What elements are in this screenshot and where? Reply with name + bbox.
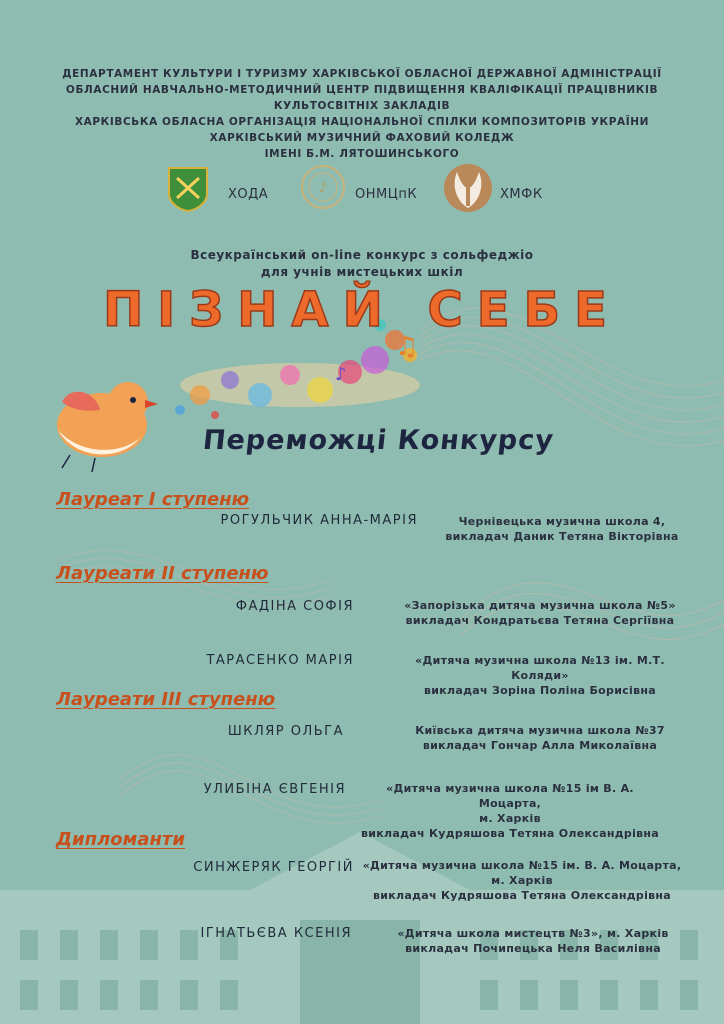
onmcpk-logo [299,163,347,211]
contest-title: ПІЗНАЙ СЕБЕ [103,282,621,338]
header-line-5: ХАРКІВСЬКИЙ МУЗИЧНИЙ ФАХОВИЙ КОЛЕДЖ [209,132,515,144]
winner-name: ІГНАТЬЄВА КСЕНІЯ [200,926,352,941]
contest-subtitle-1: Всеукраїнський on-line конкурс з сольфеджіо [190,248,534,262]
winner-school [400,723,680,753]
svg-text:♫: ♫ [395,332,419,362]
winner-name: ТАРАСЕНКО МАРІЯ [206,653,354,668]
section-laureate-1: Лауреат І ступеню [56,489,250,510]
teacher-line: викладач Кондратьєва Тетяна Сергіївна [405,614,675,627]
teacher-line: викладач Почипецька Неля Василівна [405,942,661,955]
winner-name: УЛИБІНА ЄВГЕНІЯ [203,782,346,797]
winner-name: ФАДІНА СОФІЯ [235,599,354,614]
school-line: «Дитяча музична школа №15 ім В. А. Моцарта, [386,782,634,810]
bird-illustration [57,382,158,472]
school-line: Київська дитяча музична школа №37 [415,724,665,737]
teacher-line: викладач Зоріна Поліна Борисівна [423,684,656,697]
school-line: «Дитяча музична школа №13 ім. М.Т. Коляди» [415,654,665,682]
winner-name: ШКЛЯР ОЛЬГА [227,724,344,739]
winner-school [400,598,680,628]
teacher-line: викладач Даник Тетяна Вікторівна [445,530,679,543]
winner-school [355,781,665,841]
school-line: «Дитяча школа мистецтв №3», м. Харків [397,927,669,940]
wave-lines-right [420,308,724,639]
onmcpk-label: ОНМЦпК [355,187,418,202]
school-line: «Дитяча музична школа №15 ім. В. А. Моцарта, [362,859,682,872]
hmfk-label: ХМФК [500,187,543,202]
hoda-coat-of-arms-logo [165,164,211,212]
header-line-2: ОБЛАСНИЙ НАВЧАЛЬНО-МЕТОДИЧНИЙ ЦЕНТР ПІДВИЩЕННЯ КВАЛІФІКАЦІЇ ПРАЦІВНИКІВ [65,84,659,96]
hmfk-logo [443,162,493,214]
winner-school [378,926,688,956]
winners-heading: Переможці Конкурсу [201,425,556,456]
svg-text:♪: ♪ [335,364,347,385]
winner-name: РОГУЛЬЧИК АННА-МАРІЯ [220,513,418,528]
contest-subtitle-2: для учнів мистецьких шкіл [260,265,464,279]
city-line: м. Харків [491,874,553,887]
section-diploma: Дипломанти [56,829,185,850]
svg-text:♪: ♪ [318,181,328,196]
teacher-line: викладач Гончар Алла Миколаївна [422,739,658,752]
school-line: «Запорізька дитяча музична школа №5» [404,599,676,612]
section-laureate-2: Лауреати ІІ ступеню [56,563,269,584]
header-line-1: ДЕПАРТАМЕНТ КУЛЬТУРИ І ТУРИЗМУ ХАРКІВСЬКОЇ ОБЛАСНОЇ ДЕРЖАВНОЇ АДМІНІСТРАЦІЇ [62,68,662,80]
header-line-3: КУЛЬТОСВІТНІХ ЗАКЛАДІВ [273,100,451,112]
teacher-line: викладач Кудряшова Тетяна Олександрівна [360,827,660,840]
winner-school [362,858,682,903]
header-line-4: ХАРКІВСЬКА ОБЛАСНА ОРГАНІЗАЦІЯ НАЦІОНАЛЬНОЇ СПІЛКИ КОМПОЗИТОРІВ УКРАЇНИ [74,116,650,128]
header-line-6: ІМЕНІ Б.М. ЛЯТОШИНСЬКОГО [264,148,460,160]
city-line: м. Харків [479,812,541,825]
winner-school [385,653,695,698]
section-laureate-3: Лауреати ІІІ ступеню [56,689,276,710]
hoda-label: ХОДА [228,187,269,202]
school-line: Чернівецька музична школа 4, [458,515,666,528]
winner-school [432,514,692,544]
teacher-line: викладач Кудряшова Тетяна Олександрівна [372,889,672,902]
winner-name: СИНЖЕРЯК ГЕОРГІЙ [193,860,354,875]
